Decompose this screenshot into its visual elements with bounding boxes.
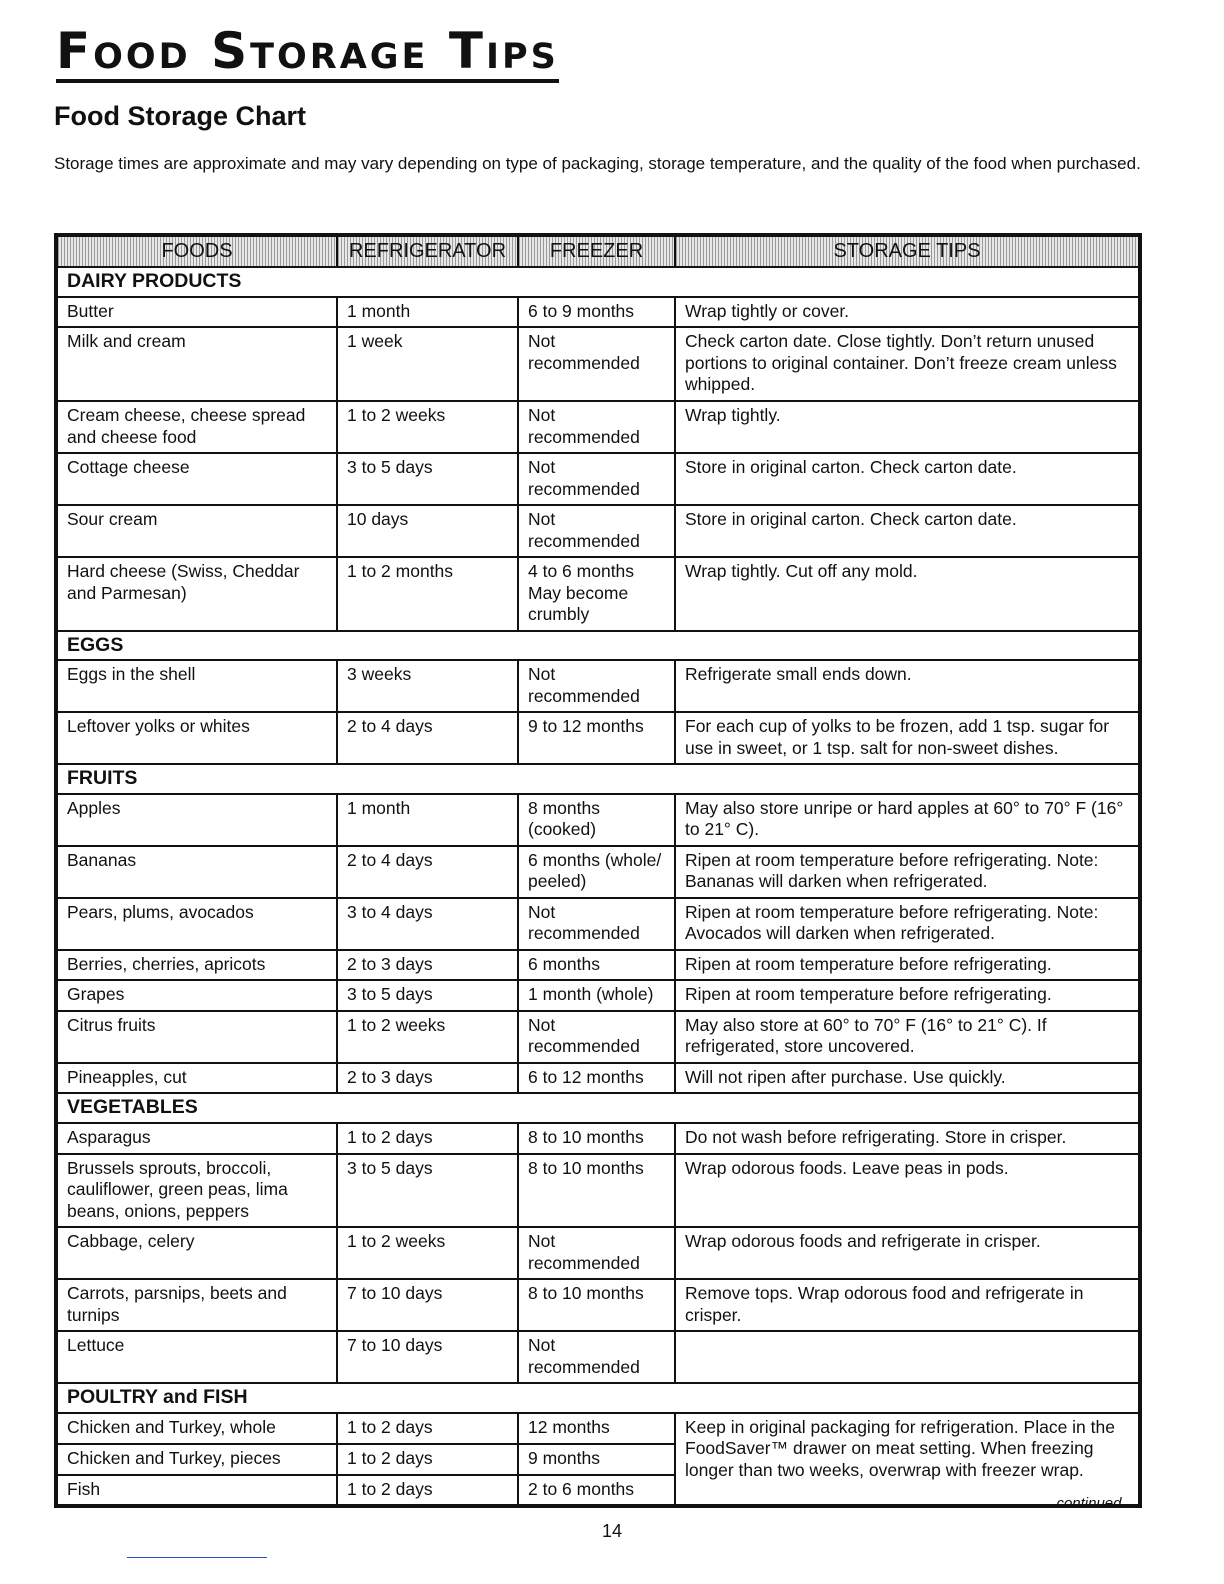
freezer-cell: 4 to 6 months May become crumbly — [518, 557, 675, 631]
column-header-foods: FOODS — [56, 235, 337, 267]
refrigerator-cell: 1 to 2 days — [337, 1475, 518, 1507]
freezer-cell: Not recommended — [518, 660, 675, 712]
freezer-cell: 8 to 10 months — [518, 1279, 675, 1331]
freezer-cell: Not recommended — [518, 1331, 675, 1383]
freezer-cell: 6 months (whole/ peeled) — [518, 846, 675, 898]
freezer-cell: Not recommended — [518, 1011, 675, 1063]
tips-cell: Ripen at room temperature before refrigerating. Note: Avocados will darken when refrigerated. — [675, 898, 1140, 950]
section-row-vegetables — [56, 1093, 1140, 1123]
column-header-storage-tips: STORAGE TIPS — [675, 235, 1140, 267]
refrigerator-cell: 3 weeks — [337, 660, 518, 712]
table-row — [56, 980, 1140, 1011]
food-cell: Sour cream — [56, 505, 337, 557]
food-cell: Cream cheese, cheese spread and cheese food — [56, 401, 337, 453]
refrigerator-cell: 1 to 2 weeks — [337, 401, 518, 453]
food-cell: Hard cheese (Swiss, Cheddar and Parmesan) — [56, 557, 337, 631]
food-storage-table — [54, 233, 1142, 1508]
table-row — [56, 712, 1140, 764]
refrigerator-cell: 3 to 5 days — [337, 453, 518, 505]
table-row — [56, 327, 1140, 401]
table-row — [56, 1331, 1140, 1383]
freezer-cell: 2 to 6 months — [518, 1475, 675, 1507]
table-row — [56, 401, 1140, 453]
tips-cell: For each cup of yolks to be frozen, add 1 tsp. sugar for use in sweet, or 1 tsp. salt for non-sweet dishes. — [675, 712, 1140, 764]
refrigerator-cell: 1 to 2 months — [337, 557, 518, 631]
freezer-cell: 1 month (whole) — [518, 980, 675, 1011]
table-row — [56, 453, 1140, 505]
refrigerator-cell: 1 to 2 days — [337, 1444, 518, 1475]
freezer-cell: Not recommended — [518, 898, 675, 950]
tips-cell: Wrap tightly or cover. — [675, 297, 1140, 328]
section-row-eggs — [56, 631, 1140, 661]
table-row — [56, 1154, 1140, 1228]
food-cell: Chicken and Turkey, pieces — [56, 1444, 337, 1475]
refrigerator-cell: 3 to 4 days — [337, 898, 518, 950]
freezer-cell: Not recommended — [518, 453, 675, 505]
section-row-poultry — [56, 1383, 1140, 1413]
refrigerator-cell: 1 week — [337, 327, 518, 401]
table-row — [56, 950, 1140, 981]
food-cell: Cottage cheese — [56, 453, 337, 505]
refrigerator-cell: 2 to 4 days — [337, 712, 518, 764]
table-row — [56, 1011, 1140, 1063]
section-row-fruits — [56, 764, 1140, 794]
freezer-cell: Not recommended — [518, 505, 675, 557]
table-row — [56, 660, 1140, 712]
section-title: FRUITS — [56, 764, 1140, 794]
table-row — [56, 794, 1140, 846]
section-title: POULTRY and FISH — [56, 1383, 1140, 1413]
tips-cell: May also store unripe or hard apples at 60° to 70° F (16° to 21° C). — [675, 794, 1140, 846]
tips-cell: May also store at 60° to 70° F (16° to 21° C). If refrigerated, store uncovered. — [675, 1011, 1140, 1063]
section-title: DAIRY PRODUCTS — [56, 267, 1140, 297]
page-title: Food Storage Tips — [56, 26, 559, 83]
section-title: EGGS — [56, 631, 1140, 661]
section-row-dairy — [56, 267, 1140, 297]
header-row — [56, 235, 1140, 267]
tips-cell: Wrap tightly. — [675, 401, 1140, 453]
refrigerator-cell: 1 month — [337, 297, 518, 328]
table-row — [56, 1123, 1140, 1154]
refrigerator-cell: 2 to 3 days — [337, 1063, 518, 1094]
section-title: VEGETABLES — [56, 1093, 1140, 1123]
freezer-cell: 8 to 10 months — [518, 1123, 675, 1154]
tips-cell: Check carton date. Close tightly. Don’t return unused portions to original container. Don’t freeze cream unless whipped. — [675, 327, 1140, 401]
refrigerator-cell: 3 to 5 days — [337, 980, 518, 1011]
food-cell: Pineapples, cut — [56, 1063, 337, 1094]
table-row — [56, 557, 1140, 631]
food-cell: Grapes — [56, 980, 337, 1011]
freezer-cell: Not recommended — [518, 327, 675, 401]
refrigerator-cell: 1 month — [337, 794, 518, 846]
refrigerator-cell: 1 to 2 days — [337, 1413, 518, 1444]
refrigerator-cell: 7 to 10 days — [337, 1331, 518, 1383]
food-cell: Asparagus — [56, 1123, 337, 1154]
refrigerator-cell: 3 to 5 days — [337, 1154, 518, 1228]
tips-cell: Wrap tightly. Cut off any mold. — [675, 557, 1140, 631]
tips-cell: Ripen at room temperature before refrigerating. Note: Bananas will darken when refrigerated. — [675, 846, 1140, 898]
freezer-cell: 6 to 9 months — [518, 297, 675, 328]
food-cell: Milk and cream — [56, 327, 337, 401]
table-row — [56, 898, 1140, 950]
table-row — [56, 505, 1140, 557]
food-cell: Apples — [56, 794, 337, 846]
table-row — [56, 1413, 1140, 1444]
freezer-cell: 6 to 12 months — [518, 1063, 675, 1094]
food-cell: Eggs in the shell — [56, 660, 337, 712]
freezer-cell: 9 months — [518, 1444, 675, 1475]
tips-cell: Do not wash before refrigerating. Store in crisper. — [675, 1123, 1140, 1154]
tips-cell: Ripen at room temperature before refrigerating. — [675, 950, 1140, 981]
table-row — [56, 1227, 1140, 1279]
food-cell: Brussels sprouts, broccoli, cauliflower, green peas, lima beans, onions, peppers — [56, 1154, 337, 1228]
tips-cell: Store in original carton. Check carton date. — [675, 453, 1140, 505]
column-header-refrigerator: REFRIGERATOR — [337, 235, 518, 267]
food-cell: Berries, cherries, apricots — [56, 950, 337, 981]
page-number: 14 — [601, 1521, 623, 1541]
column-header-freezer: FREEZER — [518, 235, 675, 267]
freezer-cell: 12 months — [518, 1413, 675, 1444]
food-cell: Chicken and Turkey, whole — [56, 1413, 337, 1444]
food-cell: Citrus fruits — [56, 1011, 337, 1063]
food-cell: Bananas — [56, 846, 337, 898]
table-row — [56, 1063, 1140, 1094]
tips-cell: Keep in original packaging for refrigeration. Place in the FoodSaver™ drawer on meat setting. When freezing longer than two weeks, overwrap with freezer wrap. — [675, 1413, 1140, 1507]
food-cell: Pears, plums, avocados — [56, 898, 337, 950]
chart-subtitle: Food Storage Chart — [54, 101, 307, 131]
tips-cell: Store in original carton. Check carton date. — [675, 505, 1140, 557]
footer-rule — [127, 1557, 267, 1558]
food-cell: Lettuce — [56, 1331, 337, 1383]
freezer-cell: 9 to 12 months — [518, 712, 675, 764]
food-cell: Leftover yolks or whites — [56, 712, 337, 764]
refrigerator-cell: 1 to 2 days — [337, 1123, 518, 1154]
refrigerator-cell: 7 to 10 days — [337, 1279, 518, 1331]
continued-note: continued... — [1056, 1495, 1134, 1512]
food-cell: Butter — [56, 297, 337, 328]
food-cell: Fish — [56, 1475, 337, 1507]
table-row — [56, 297, 1140, 328]
freezer-cell: 8 to 10 months — [518, 1154, 675, 1228]
freezer-cell: Not recommended — [518, 401, 675, 453]
refrigerator-cell: 10 days — [337, 505, 518, 557]
tips-cell — [675, 1331, 1140, 1383]
tips-cell: Ripen at room temperature before refrigerating. — [675, 980, 1140, 1011]
food-cell: Cabbage, celery — [56, 1227, 337, 1279]
intro-paragraph: Storage times are approximate and may vary depending on type of packaging, storage temperature, and the quality of the food when purchased. — [54, 154, 1141, 173]
refrigerator-cell: 1 to 2 weeks — [337, 1227, 518, 1279]
freezer-cell: Not recommended — [518, 1227, 675, 1279]
tips-cell: Wrap odorous foods. Leave peas in pods. — [675, 1154, 1140, 1228]
tips-cell: Will not ripen after purchase. Use quickly. — [675, 1063, 1140, 1094]
tips-cell: Wrap odorous foods and refrigerate in crisper. — [675, 1227, 1140, 1279]
table-row — [56, 1279, 1140, 1331]
freezer-cell: 8 months (cooked) — [518, 794, 675, 846]
refrigerator-cell: 1 to 2 weeks — [337, 1011, 518, 1063]
food-cell: Carrots, parsnips, beets and turnips — [56, 1279, 337, 1331]
table-row — [56, 846, 1140, 898]
refrigerator-cell: 2 to 4 days — [337, 846, 518, 898]
tips-cell: Refrigerate small ends down. — [675, 660, 1140, 712]
freezer-cell: 6 months — [518, 950, 675, 981]
tips-cell: Remove tops. Wrap odorous food and refrigerate in crisper. — [675, 1279, 1140, 1331]
refrigerator-cell: 2 to 3 days — [337, 950, 518, 981]
